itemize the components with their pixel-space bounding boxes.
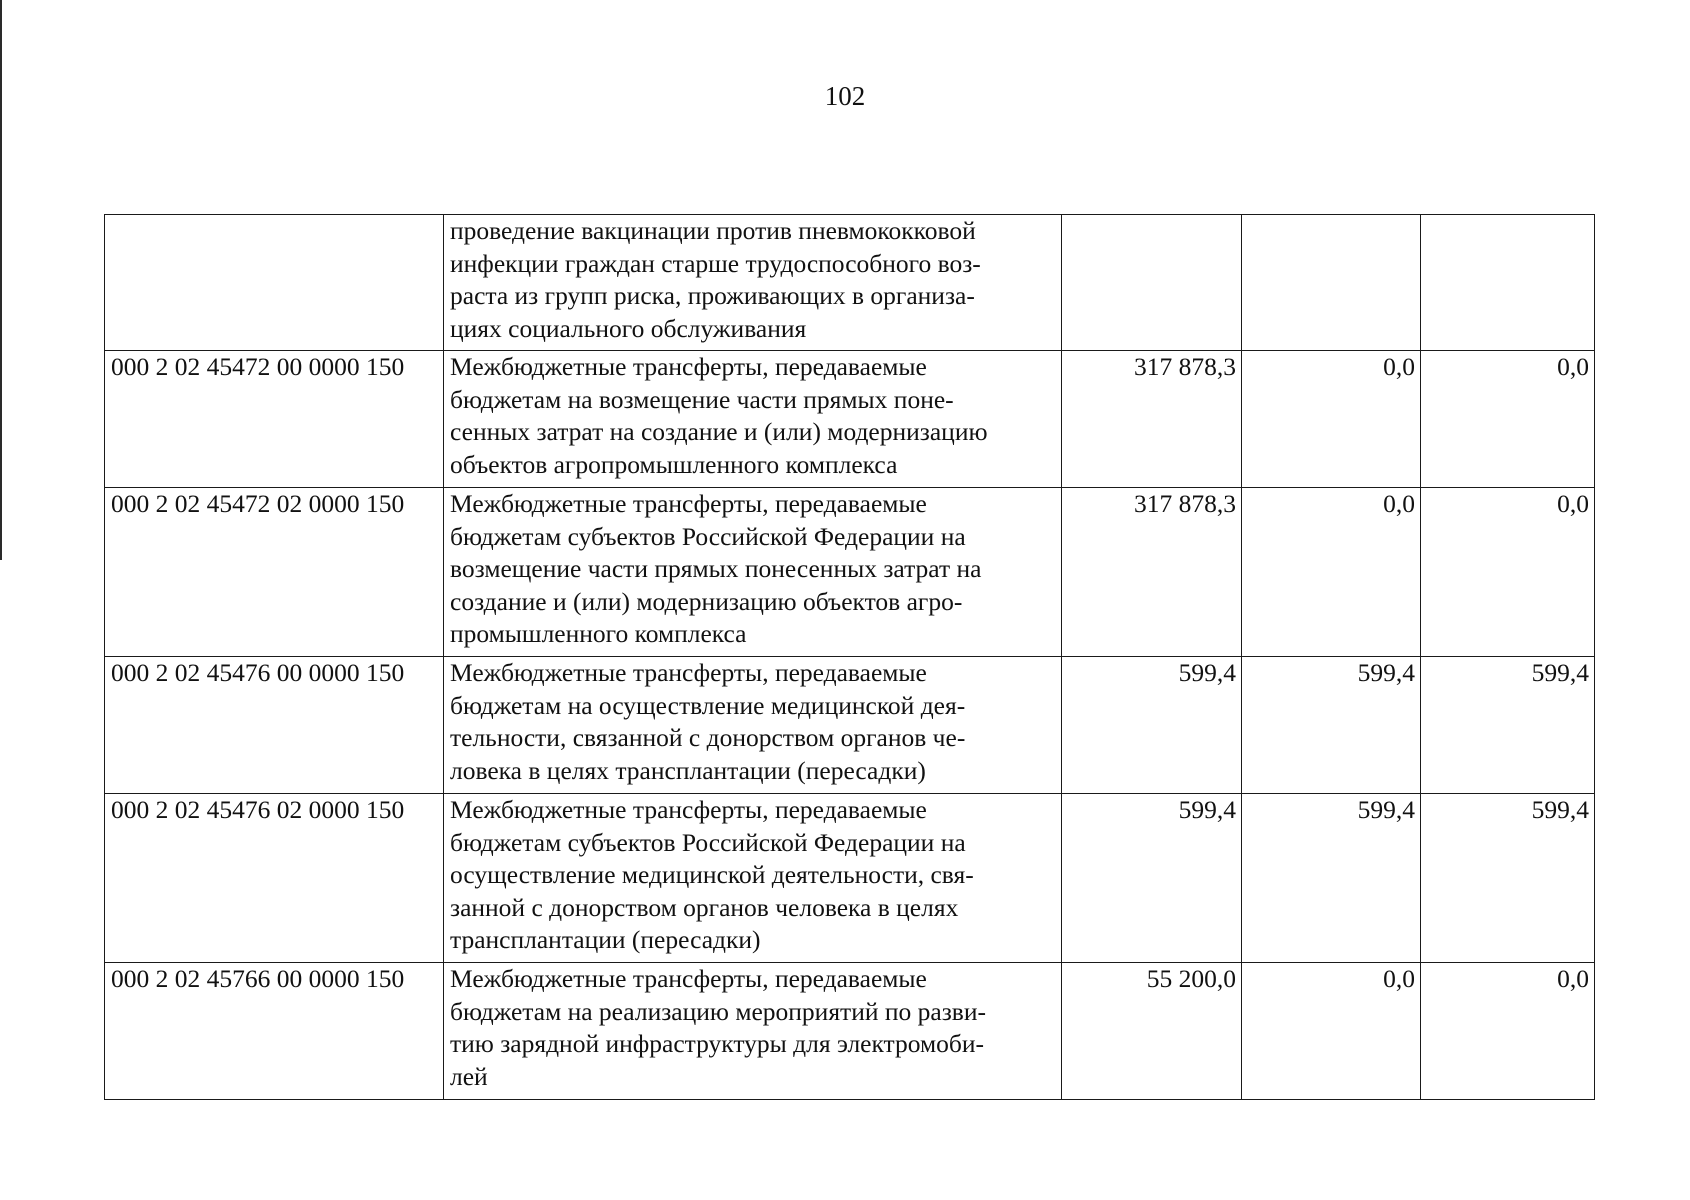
item-name-line: ловека в целях трансплантации (пересадки): [450, 755, 926, 785]
item-name-line: лей: [450, 1061, 488, 1091]
budget-code: 000 2 02 45476 00 0000 150: [105, 657, 444, 794]
item-name-line: бюджетам субъектов Российской Федерации на: [450, 521, 966, 551]
item-name-line: возмещение части прямых понесенных затрат на: [450, 554, 982, 583]
table-row: [105, 657, 1595, 794]
item-name-line: бюджетам на реализацию мероприятий по разви-: [450, 996, 986, 1026]
item-name-line: сенных затрат на создание и (или) модернизацию: [450, 417, 988, 446]
amount-col-1: [1062, 215, 1242, 351]
amount-col-1: 317 878,3: [1062, 351, 1242, 488]
item-name-line: бюджетам на осуществление медицинской дея-: [450, 690, 966, 720]
budget-code: [105, 215, 444, 351]
page-number: 102: [824, 81, 866, 111]
amount-col-1: 599,4: [1062, 794, 1242, 963]
amount-col-1: 317 878,3: [1062, 488, 1242, 657]
item-name-line: Межбюджетные трансферты, передаваемые: [450, 964, 927, 993]
amount-col-2: 0,0: [1242, 351, 1421, 488]
item-name: [444, 657, 1062, 794]
budget-table-body: [105, 215, 1595, 1100]
item-name-line: промышленного комплекса: [450, 619, 747, 648]
budget-code: 000 2 02 45476 02 0000 150: [105, 794, 444, 963]
item-name-line: создание и (или) модернизацию объектов агро-: [450, 586, 963, 616]
amount-col-3: 0,0: [1421, 488, 1595, 657]
amount-col-3: 599,4: [1421, 794, 1595, 963]
amount-col-1: 599,4: [1062, 657, 1242, 794]
item-name-line: Межбюджетные трансферты, передаваемые: [450, 658, 927, 687]
item-name-line: объектов агропромышленного комплекса: [450, 449, 898, 479]
amount-col-2: 599,4: [1242, 657, 1421, 794]
item-name: [444, 963, 1062, 1100]
budget-code: 000 2 02 45472 02 0000 150: [105, 488, 444, 657]
amount-col-1: 55 200,0: [1062, 963, 1242, 1100]
amount-col-3: 0,0: [1421, 351, 1595, 488]
item-name: [444, 215, 1062, 351]
item-name-line: осуществление медицинской деятельности, свя-: [450, 860, 974, 889]
amount-col-2: 0,0: [1242, 488, 1421, 657]
budget-code: 000 2 02 45472 00 0000 150: [105, 351, 444, 488]
item-name-line: бюджетам субъектов Российской Федерации на: [450, 827, 966, 857]
item-name-line: трансплантации (пересадки): [450, 925, 761, 954]
budget-table: [104, 214, 1595, 1100]
table-row: [105, 963, 1595, 1100]
table-row: [105, 215, 1595, 351]
budget-code: 000 2 02 45766 00 0000 150: [105, 963, 444, 1100]
amount-col-3: 599,4: [1421, 657, 1595, 794]
item-name-line: занной с донорством органов человека в целях: [450, 892, 959, 922]
item-name-line: проведение вакцинации против пневмококковой: [450, 216, 976, 245]
table-row: [105, 488, 1595, 657]
table-row: [105, 794, 1595, 963]
table-row: [105, 351, 1595, 488]
amount-col-2: 599,4: [1242, 794, 1421, 963]
item-name-line: бюджетам на возмещение части прямых поне-: [450, 384, 954, 414]
item-name-line: циях социального обслуживания: [450, 313, 807, 343]
item-name-line: инфекции граждан старше трудоспособного воз-: [450, 248, 981, 278]
item-name-line: раста из групп риска, проживающих в организа-: [450, 281, 975, 310]
item-name: [444, 351, 1062, 488]
amount-col-3: [1421, 215, 1595, 351]
item-name-line: Межбюджетные трансферты, передаваемые: [450, 795, 927, 824]
item-name: [444, 488, 1062, 657]
item-name-line: Межбюджетные трансферты, передаваемые: [450, 352, 927, 381]
item-name: [444, 794, 1062, 963]
item-name-line: Межбюджетные трансферты, передаваемые: [450, 489, 927, 518]
amount-col-3: 0,0: [1421, 963, 1595, 1100]
amount-col-2: [1242, 215, 1421, 351]
item-name-line: тельности, связанной с донорством органов че-: [450, 723, 966, 752]
item-name-line: тию зарядной инфраструктуры для электромоби-: [450, 1029, 985, 1058]
amount-col-2: 0,0: [1242, 963, 1421, 1100]
